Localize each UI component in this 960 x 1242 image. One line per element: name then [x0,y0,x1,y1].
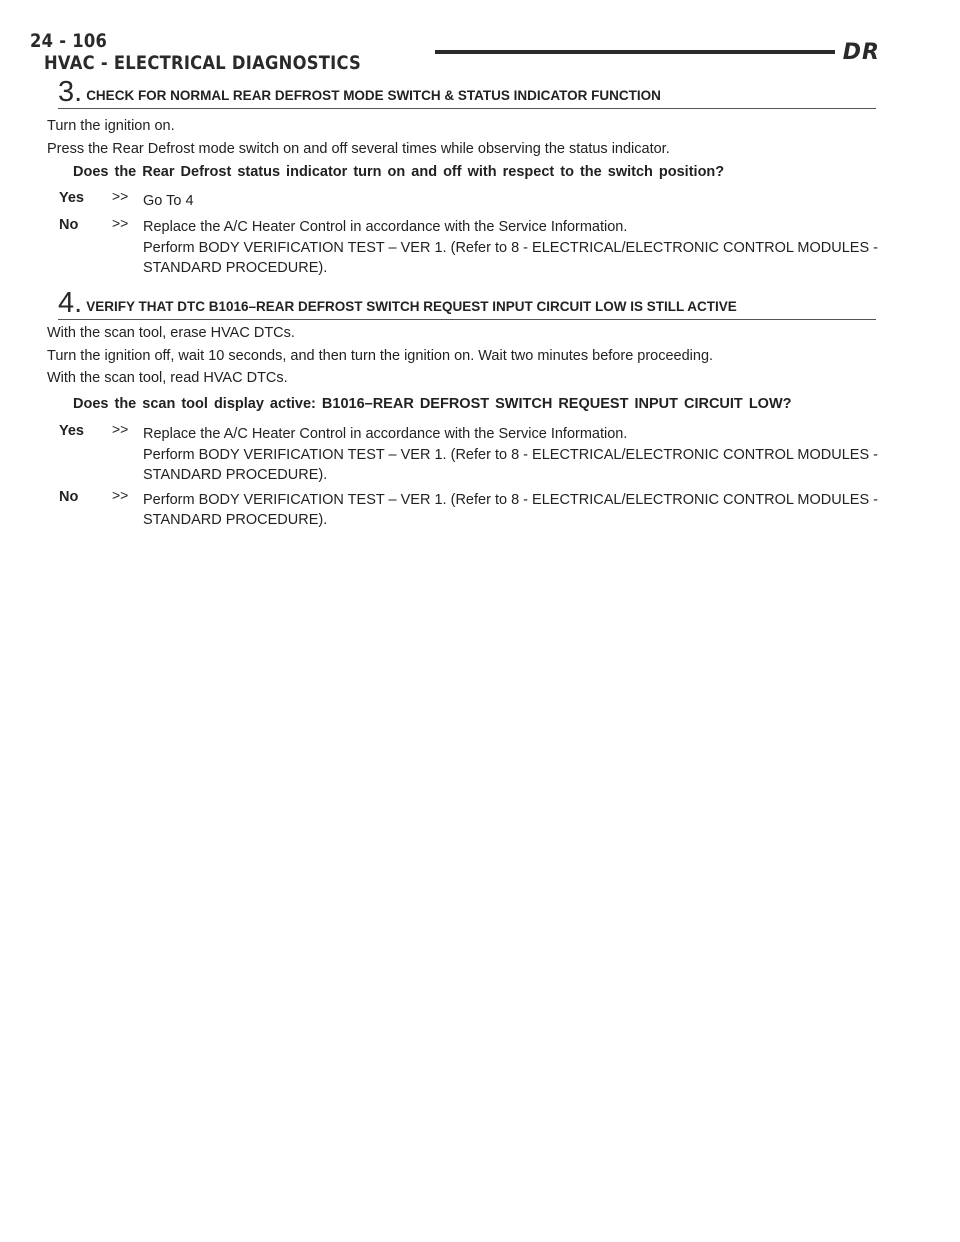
instruction-line: Press the Rear Defrost mode switch on and off several times while observing the status indicator. [47,141,670,157]
answer-action: Replace the A/C Heater Control in accordance with the Service Information. [143,426,628,442]
instruction-line: Turn the ignition on. [47,118,175,134]
answer-action: Go To 4 [143,193,194,209]
answer-label: No [59,217,79,233]
instruction-line: With the scan tool, read HVAC DTCs. [47,370,288,386]
section-number: 24 - 106 [30,30,108,52]
answer-action: Perform BODY VERIFICATION TEST – VER 1. (Refer to 8 - ELECTRICAL/ELECTRONIC CONTROL MODULES - STANDARD PROCEDURE). [143,492,878,528]
section-title: HVAC - ELECTRICAL DIAGNOSTICS [44,52,362,74]
answer-action: Perform BODY VERIFICATION TEST – VER 1. (Refer to 8 - ELECTRICAL/ELECTRONIC CONTROL MODULES - STANDARD PROCEDURE). [143,447,878,483]
instruction-line: Turn the ignition off, wait 10 seconds, and then turn the ignition on. Wait two minutes before proceeding. [47,348,714,364]
answer-arrow: >> [112,487,129,503]
answer-arrow: >> [112,215,129,231]
answer-label: Yes [59,190,84,206]
answer-label: Yes [59,423,84,439]
step-4-heading [58,289,876,320]
header-rule [435,50,835,54]
step-3-heading [58,78,876,109]
header-title-group [30,30,435,74]
step-title: CHECK FOR NORMAL REAR DEFROST MODE SWITCH & STATUS INDICATOR FUNCTION [86,88,661,103]
answer-action: Perform BODY VERIFICATION TEST – VER 1. (Refer to 8 - ELECTRICAL/ELECTRONIC CONTROL MODULES - STANDARD PROCEDURE). [143,240,878,276]
step-number: 4. [58,287,83,319]
step-number: 3. [58,76,83,108]
answer-arrow: >> [112,188,129,204]
answer-action: Replace the A/C Heater Control in accordance with the Service Information. [143,219,628,235]
model-code: DR [842,39,880,65]
answer-arrow: >> [112,421,129,437]
diagnostic-question: Does the scan tool display active: B1016–REAR DEFROST SWITCH REQUEST INPUT CIRCUIT LOW? [73,396,792,412]
diagnostic-question: Does the Rear Defrost status indicator turn on and off with respect to the switch position? [73,164,725,180]
instruction-line: With the scan tool, erase HVAC DTCs. [47,325,295,341]
answer-label: No [59,489,79,505]
page-header [30,30,880,74]
step-title: VERIFY THAT DTC B1016–REAR DEFROST SWITCH REQUEST INPUT CIRCUIT LOW IS STILL ACTIVE [86,299,737,314]
